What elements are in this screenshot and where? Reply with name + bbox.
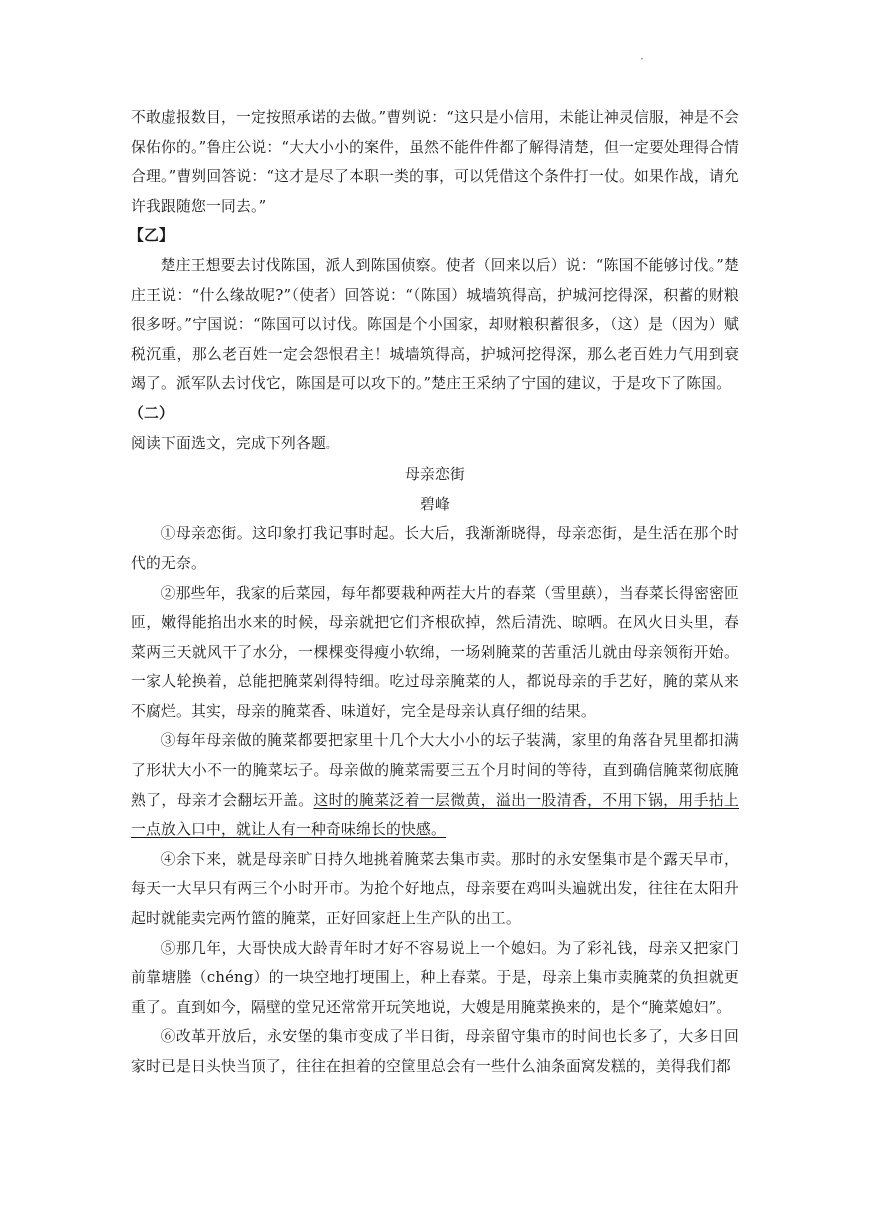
section-heading-two: （二） <box>129 404 174 422</box>
paragraph-yi: 楚庄王想要去讨伐陈国，派人到陈国侦察。使者（回来以后）说：“陈国不能够讨伐。”楚庄王说：“什么缘故呢?”（使者）回答说：“（陈国）城墙筑得高，护城河挖得深，积蓄的财粮很多呀。”宁国说：“陈国可以讨伐。陈国是个小国家，却财粮积蓄很多，（这）是（因为）赋税沉重，那么老百姓一定会怨恨君主！城墙筑得高，护城河挖得深，那么老百姓力气用到衰竭了。派军队去讨伐它，陈国是可以攻下的。”楚庄王采纳了宁国的建议，于是攻下了陈国。 <box>131 256 739 393</box>
article-paragraph-5: ⑤那几年，大哥快成大龄青年时才好不容易说上一个媳妇。为了彩礼钱，母亲又把家门前靠塘塍（chéng）的一块空地打埂围上，种上春菜。于是，母亲上集市卖腌菜的负担就更重了。直到如今，隔壁的堂兄还常常开玩笑地说，大嫂是用腌菜换来的，是个“腌菜媳妇”。 <box>131 939 739 1016</box>
section-heading-yi: 【乙】 <box>129 227 174 245</box>
instruction-mark: 。 <box>325 439 337 451</box>
article-paragraph-4: ④余下来，就是母亲旷日持久地挑着腌菜去集市卖。那时的永安堡集市是个露天早市，每天一大早只有两三个小时开市。为抢个好地点，母亲要在鸡叫头遍就出发，往往在太阳升起时就能卖完两竹篮的腌菜，正好回家赶上生产队的出工。 <box>131 850 739 928</box>
paragraph-jia-continuation: 不敢虚报数目，一定按照承诺的去做。”曹刿说：“这只是小信用，未能让神灵信服，神是不会保佑你的。”鲁庄公说：“大大小小的案件，虽然不能件件都了解得清楚，但一定要处理得合情合理。”曹刿回答说：“这才是尽了本职一类的事，可以凭借这个条件打一仗。如果作战，请允许我跟随您一同去。” <box>131 109 740 215</box>
article-paragraph-3 <box>131 726 739 844</box>
article-title: 母亲恋街 <box>405 466 465 484</box>
article-author: 碧峰 <box>420 495 450 513</box>
paragraph-3-text: ③每年母亲做的腌菜都要把家里十几个大大小小的坛子装满，家里的角落旮旯里都扣满了形状大小不一的腌菜坛子。母亲做的腌菜需要三五个月时间的等待，直到确信腌菜彻底腌熟了，母亲才会翻坛开盖。 <box>131 732 739 809</box>
page-mark: · <box>640 52 644 66</box>
underlined-sentence: 这时的腌菜泛着一层微黄，溢出一股清香，不用下锅，用手拈上一点放入口中，就让人有一种奇味绵长的快感。 <box>131 791 739 839</box>
instruction-text: 阅读下面选文，完成下列各题 <box>131 434 326 452</box>
article-paragraph-2: ②那些年，我家的后菜园，每年都要栽种两茬大片的春菜（雪里蕻），当春菜长得密密匝匝，嫩得能掐出水来的时候，母亲就把它们齐根砍掉，然后清洗、晾晒。在风火日头里，春菜两三天就风干了水分，一棵棵变得瘦小软绵，一场剁腌菜的苦重活儿就由母亲领衔开始。一家人轮换着，总能把腌菜剁得特细。吃过母亲腌菜的人，都说母亲的手艺好，腌的菜从来不腐烂。其实，母亲的腌菜香、味道好，完全是母亲认真仔细的结果。 <box>131 584 739 720</box>
article-paragraph-1: ①母亲恋街。这印象打我记事时起。长大后，我渐渐晓得，母亲恋街，是生活在那个时代的无奈。 <box>131 525 739 572</box>
reading-instruction <box>131 429 739 461</box>
article-paragraph-6: ⑥改革开放后，永安堡的集市变成了半日街，母亲留守集市的时间也长多了，大多日回家时已是日头快当顶了，往往在担着的空筐里总会有一些什么油条面窝发糕的，美得我们都 <box>131 1028 739 1075</box>
document-body <box>131 103 739 1082</box>
